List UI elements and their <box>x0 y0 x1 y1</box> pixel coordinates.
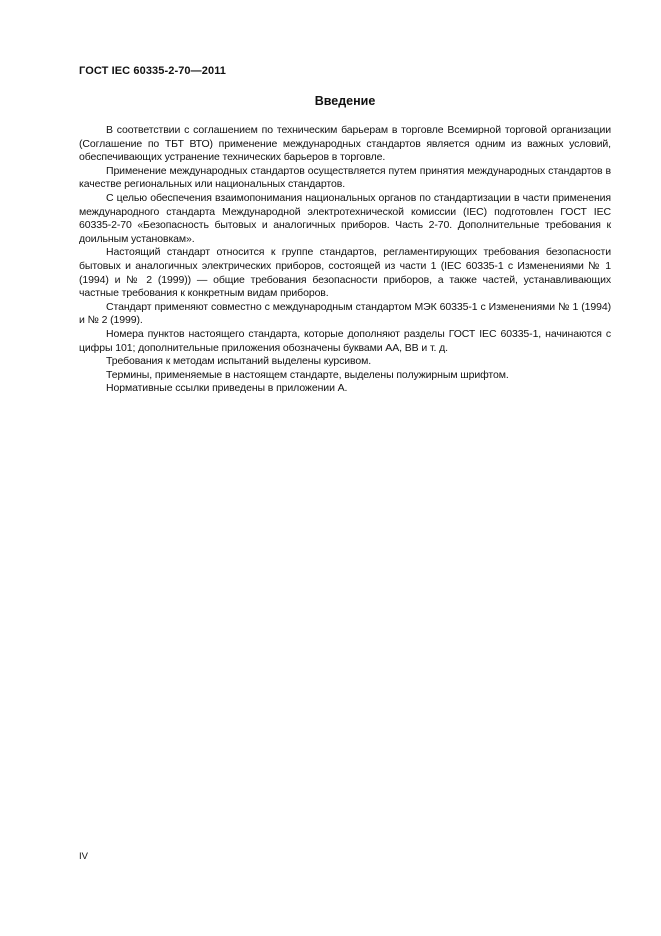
paragraph: Настоящий стандарт относится к группе стандартов, регламентирующих требования безопасности бытовых и аналогичных электрических приборов, состоящей из части 1 (IEC 60335-1 с Изменениями № 1 (1994) и № 2 (1999)) — общие требования безопасности приборов, а также частей, устанавливающих частные требования к конкретным видам приборов. <box>79 246 611 300</box>
paragraph: С целью обеспечения взаимопонимания национальных органов по стандартизации в части применения международного стандарта Международной электротехнической комиссии (IEC) подготовлен ГОСТ IEC 60335-2-70 «Безопасность бытовых и аналогичных приборов. Часть 2-70. Дополнительные требования к доильным установкам». <box>79 191 611 245</box>
paragraph: Применение международных стандартов осуществляется путем принятия международных стандартов в качестве региональных или национальных стандартов. <box>79 164 611 191</box>
paragraph: Стандарт применяют совместно с международным стандартом МЭК 60335-1 с Изменениями № 1 (1994) и № 2 (1999). <box>79 300 611 327</box>
paragraph: Термины, применяемые в настоящем стандарте, выделены полужирным шрифтом. <box>106 368 509 381</box>
document-code-header: ГОСТ IEC 60335-2-70—2011 <box>79 65 227 77</box>
paragraph: Нормативные ссылки приведены в приложении А. <box>106 382 348 395</box>
body-text <box>79 124 611 396</box>
paragraph: Требования к методам испытаний выделены курсивом. <box>106 355 372 368</box>
page-number: IV <box>79 851 88 862</box>
section-title: Введение <box>314 94 376 108</box>
paragraph: В соответствии с соглашением по техническим барьерам в торговле Всемирной торговой организации (Соглашение по ТБТ ВТО) применение международных стандартов является одним из важных условий, обеспечивающих устранение технических барьеров в торговле. <box>79 124 611 164</box>
paragraph: Номера пунктов настоящего стандарта, которые дополняют разделы ГОСТ IEC 60335-1, начинаются с цифры 101; дополнительные приложения обозначены буквами AA, BB и т. д. <box>79 327 611 354</box>
